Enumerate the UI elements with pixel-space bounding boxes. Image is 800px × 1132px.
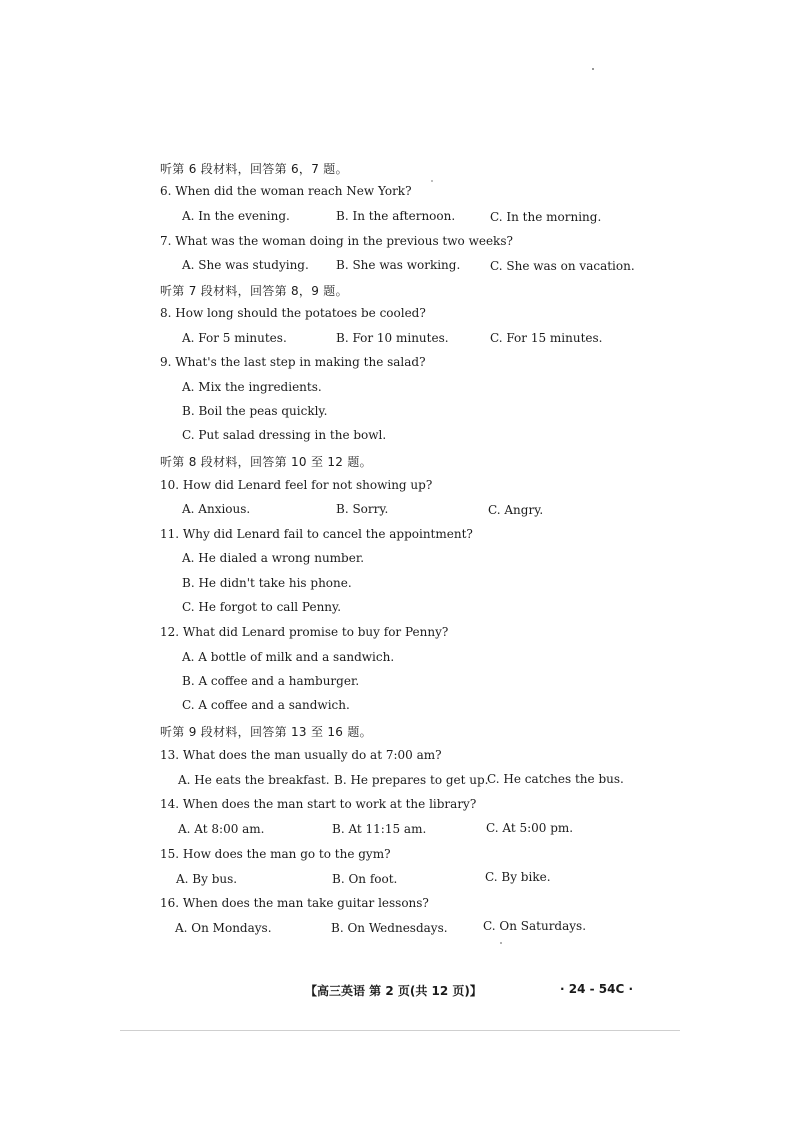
question-12: 12. What did Lenard promise to buy for Penny?: [160, 625, 449, 639]
scan-speck: [500, 942, 502, 944]
option-6c: C. In the morning.: [490, 210, 602, 224]
option-9c: C. Put salad dressing in the bowl.: [182, 428, 387, 442]
option-16a: A. On Mondays.: [175, 921, 272, 935]
question-11: 11. Why did Lenard fail to cancel the appointment?: [160, 527, 473, 541]
question-16: 16. When does the man take guitar lessons?: [160, 896, 429, 910]
option-10c: C. Angry.: [488, 503, 544, 517]
question-6: 6. When did the woman reach New York?: [160, 184, 412, 198]
option-12b: B. A coffee and a hamburger.: [182, 674, 360, 688]
scan-edge-line: [120, 1030, 680, 1031]
option-12c: C. A coffee and a sandwich.: [182, 698, 350, 712]
question-8: 8. How long should the potatoes be cooled?: [160, 306, 426, 320]
option-9a: A. Mix the ingredients.: [182, 380, 322, 394]
option-13b: B. He prepares to get up.: [334, 773, 489, 787]
option-6a: A. In the evening.: [182, 209, 290, 223]
option-15a: A. By bus.: [176, 872, 238, 886]
option-15c: C. By bike.: [485, 870, 551, 884]
option-10b: B. Sorry.: [336, 502, 389, 516]
option-7a: A. She was studying.: [182, 258, 309, 272]
option-8b: B. For 10 minutes.: [336, 331, 449, 345]
option-13a: A. He eats the breakfast.: [178, 773, 330, 787]
question-13: 13. What does the man usually do at 7:00 am?: [160, 748, 442, 762]
option-14c: C. At 5:00 pm.: [486, 821, 574, 835]
option-8a: A. For 5 minutes.: [182, 331, 287, 345]
section-header-8: 听第 8 段材料，回答第 10 至 12 题。: [160, 455, 372, 469]
section-header-6: 听第 6 段材料，回答第 6，7 题。: [160, 162, 348, 176]
option-14a: A. At 8:00 am.: [178, 822, 265, 836]
question-9: 9. What's the last step in making the salad?: [160, 355, 426, 369]
option-7b: B. She was working.: [336, 258, 461, 272]
option-15b: B. On foot.: [332, 872, 398, 886]
option-13c: C. He catches the bus.: [487, 772, 624, 786]
section-header-9: 听第 9 段材料，回答第 13 至 16 题。: [160, 725, 372, 739]
section-header-7: 听第 7 段材料，回答第 8，9 题。: [160, 284, 348, 298]
footer-code: · 24 - 54C ·: [560, 982, 634, 996]
option-7c: C. She was on vacation.: [490, 259, 635, 273]
scan-speck: [431, 180, 433, 182]
footer-page-info: 【高三英语 第 2 页(共 12 页)】: [305, 984, 482, 998]
question-7: 7. What was the woman doing in the previous two weeks?: [160, 234, 513, 248]
option-11b: B. He didn't take his phone.: [182, 576, 352, 590]
option-8c: C. For 15 minutes.: [490, 331, 603, 345]
option-16c: C. On Saturdays.: [483, 919, 587, 933]
option-16b: B. On Wednesdays.: [331, 921, 448, 935]
option-11a: A. He dialed a wrong number.: [182, 551, 365, 565]
question-14: 14. When does the man start to work at the library?: [160, 797, 477, 811]
option-14b: B. At 11:15 am.: [332, 822, 427, 836]
option-11c: C. He forgot to call Penny.: [182, 600, 342, 614]
option-10a: A. Anxious.: [182, 502, 251, 516]
option-12a: A. A bottle of milk and a sandwich.: [182, 650, 395, 664]
scan-speck: [592, 68, 594, 70]
option-6b: B. In the afternoon.: [336, 209, 456, 223]
question-10: 10. How did Lenard feel for not showing up?: [160, 478, 433, 492]
option-9b: B. Boil the peas quickly.: [182, 404, 328, 418]
question-15: 15. How does the man go to the gym?: [160, 847, 391, 861]
